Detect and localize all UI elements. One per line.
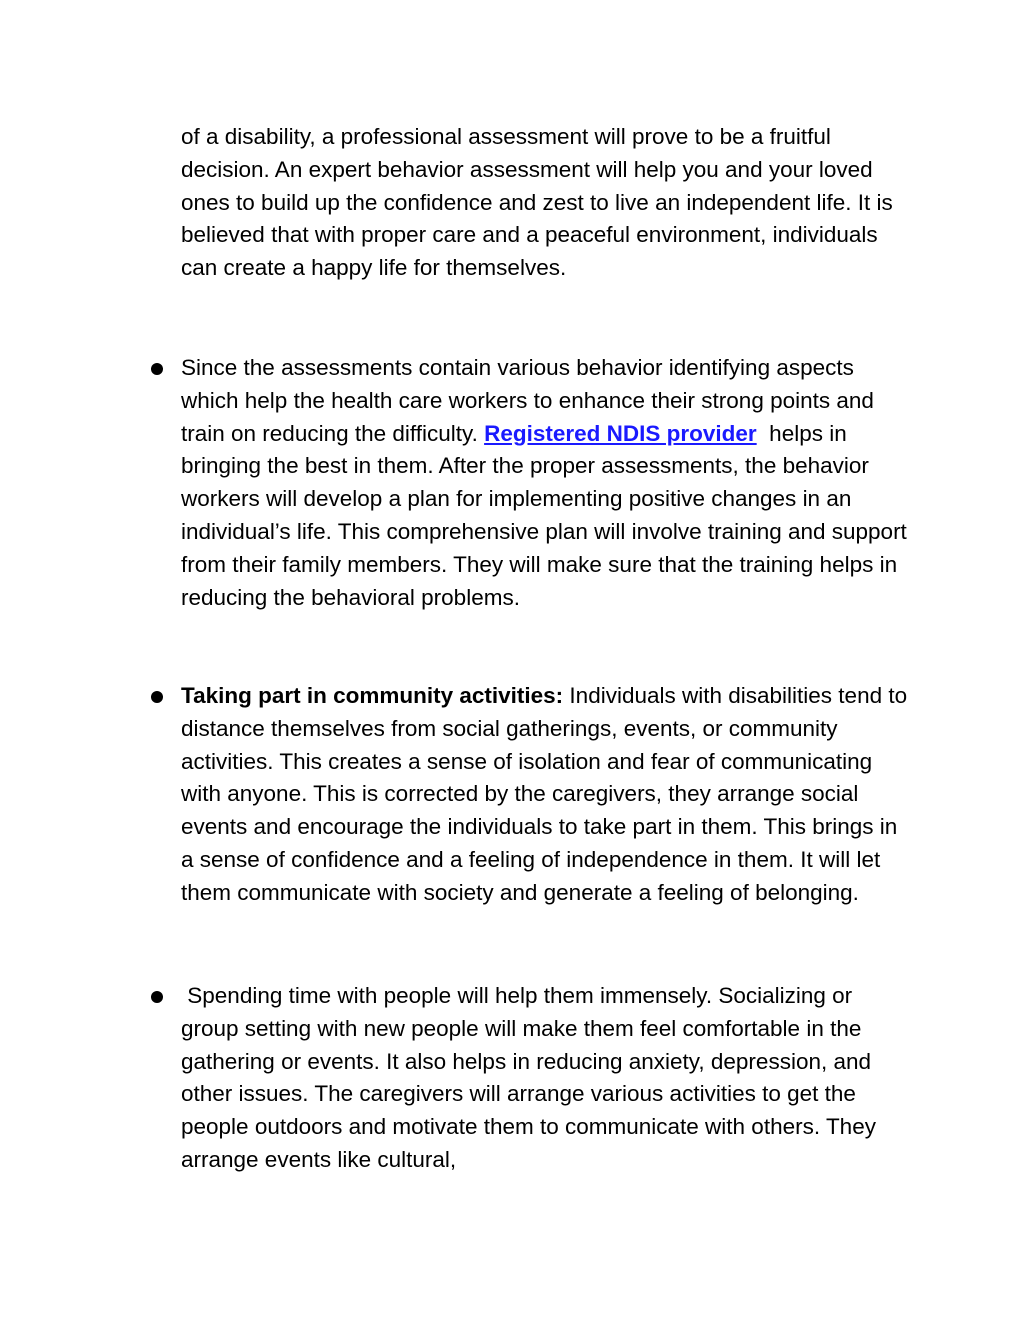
bullet-bold-lead: Taking part in community activities: <box>181 683 564 708</box>
bullet-item-text: Spending time with people will help them immensely. Socializing or group setting with new people will make them feel comfortable in the gathering or events. It also helps in reducing anxiety, depression, and other issues. The caregivers will arrange various activities to get the people outdoors and motivate them to communicate with others. They arrange events like cultural, <box>181 983 883 1172</box>
bullet-text: Individuals with disabilities tend to distance themselves from social gatherings, events, or community activities. This creates a sense of isolation and fear of communicating with anyone. This is corrected by the caregivers, they arrange social events and encourage the individuals to take part in them. This brings in a sense of confidence and a feeling of independence in them. It will let them communicate with society and generate a feeling of belonging. <box>181 683 908 905</box>
bullet-dot-icon <box>151 363 163 375</box>
bullet-text-before: Since the assessments contain various behavior identifying aspects which help the health care workers to enhance their strong points and train on reducing the difficulty. <box>181 355 874 446</box>
bullet-item-text <box>181 352 914 614</box>
bullet-dot-icon <box>151 691 163 703</box>
bullet-text-after: helps in bringing the best in them. After the proper assessments, the behavior workers will develop a plan for implementing positive changes in an individual’s life. This comprehensive plan will involve training and support from their family members. They will make sure that the training helps in reducing the behavioral problems. <box>181 420 914 610</box>
bullet-dot-icon <box>151 991 163 1003</box>
bullet-item-text <box>181 680 911 910</box>
ndis-provider-link[interactable]: Registered NDIS provider <box>484 420 757 446</box>
intro-text: of a disability, a professional assessment will prove to be a fruitful decision. An expert behavior assessment will help you and your loved ones to build up the confidence and zest to live an independent life. It is believed that with proper care and a peaceful environment, individuals can create a happy life for themselves. <box>181 124 893 281</box>
bullet-item-assessments <box>181 352 914 614</box>
bullet-item-community <box>181 680 911 910</box>
bullet-item-socializing <box>181 980 911 1177</box>
intro-paragraph <box>181 121 911 285</box>
